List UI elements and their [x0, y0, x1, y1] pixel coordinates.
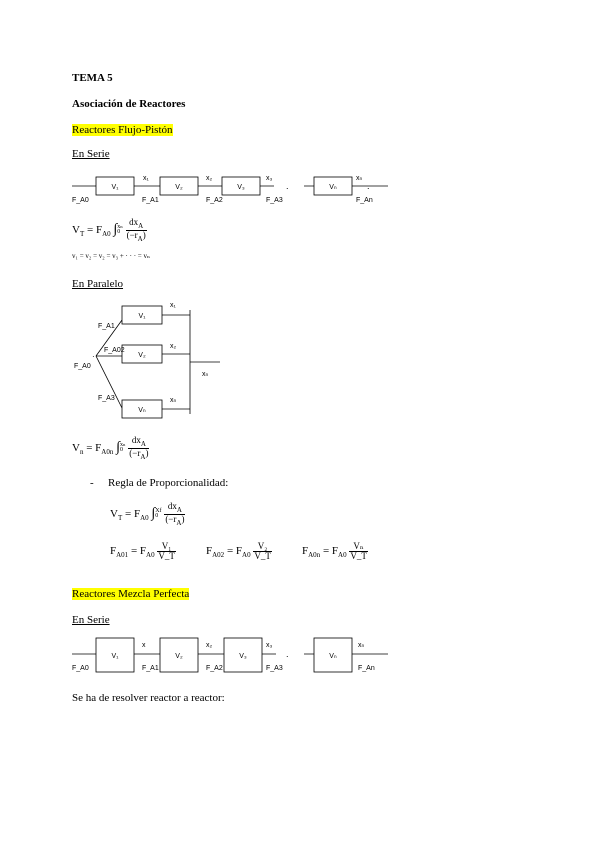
pfr-serie-f-label: F_A1 — [142, 197, 159, 204]
cstr-serie-box-label: V₂ — [175, 653, 183, 660]
pfr-serie-box-label: V₃ — [237, 184, 245, 191]
ratio-equation-2: $F_{A02} = F_{A0}$ $\frac{\text{V₂}}{V\_T}$ — [206, 541, 271, 561]
cstr-serie-x-label: x — [142, 642, 146, 649]
ratio-equation-1: $F_{A01} = F_{A0}$ $\frac{\text{V₁}}{V\_T}$ — [110, 541, 175, 561]
bullet-text: Regla de Proporcionalidad: — [108, 477, 229, 489]
cstr-series-diagram — [70, 634, 390, 678]
pfr-par-x-label: xₙ — [170, 397, 177, 404]
cstr-serie-f-label: F_A0 — [72, 665, 89, 672]
pfr-par-x-label: x₁ — [170, 302, 176, 309]
pfr-serie-x-label: x₃ — [266, 175, 273, 182]
pfr-serie-f-label: F_A2 — [206, 197, 223, 204]
pfr-series-diagram — [70, 170, 390, 206]
pfr-par-box-label: V₁ — [138, 313, 146, 320]
pfr-parallel-dots: · — [92, 352, 95, 361]
equation-vn: $V_n = F_{A0n}$ ∫ xₙ 0 $\frac{dx_A}{(-r_A)}$ — [72, 435, 149, 461]
cstr-serie-x-label: xₙ — [358, 642, 365, 649]
cstr-serie-f-label: F_A3 — [266, 665, 283, 672]
pfr-serie-f-label: F_A3 — [266, 197, 283, 204]
equation-vt: $V_T = F_{A0}$ ∫ xₙ 0 $\frac{dx_A}{(-r_A)}$ — [72, 217, 146, 243]
pfr-serie-box-label: Vₙ — [329, 184, 337, 191]
cstr-serie-box-label: V₃ — [239, 653, 247, 660]
section-heading-pfr: Reactores Flujo-Pistón — [72, 124, 173, 136]
ratio-equation-3: $F_{A0n} = F_{A0}$ $\frac{\text{Vₙ}}{V\_T}$ — [302, 541, 367, 561]
closing-text: Se ha de resolver reactor a reactor: — [72, 692, 225, 704]
bullet-mark: - — [90, 477, 94, 489]
page-subtitle: Asociación de Reactores — [72, 98, 186, 110]
pfr-par-box-label: Vₙ — [138, 407, 146, 414]
equation-vt-2: $V_T = F_{A0}$ ∫ Xf 0 $\frac{dx_A}{(-r_A)}$ — [110, 501, 185, 527]
pfr-par-x-out: xₙ — [202, 371, 209, 378]
pfr-serie-box-label: V₂ — [175, 184, 183, 191]
pfr-parallel-diagram — [70, 296, 230, 422]
pfr-serie-dots: . — [286, 181, 289, 191]
cstr-serie-f-label: F_A1 — [142, 665, 159, 672]
volume-sum-line: v₁ = v₂ = v₂ = v₃ + · · · = vₙ — [72, 252, 151, 260]
cstr-serie-x-label: x₂ — [206, 642, 213, 649]
pfr-serie-x-label: x₂ — [206, 175, 213, 182]
pfr-par-f-label: F_A1 — [98, 323, 115, 330]
cstr-serie-box-label: Vₙ — [329, 653, 337, 660]
subheading-pfr-paralelo: En Paralelo — [72, 278, 124, 290]
page-title: TEMA 5 — [72, 72, 113, 84]
pfr-serie-f-label: F_An — [356, 197, 373, 204]
pfr-par-x-label: x₂ — [170, 343, 177, 350]
subheading-pfr-serie: En Serie — [72, 148, 110, 160]
pfr-par-f-label: F_A3 — [98, 395, 115, 402]
cstr-serie-f-label: F_A2 — [206, 665, 223, 672]
pfr-serie-x-label: x₁ — [143, 175, 149, 182]
pfr-serie-f-label: F_A0 — [72, 197, 89, 204]
cstr-serie-x-label: x₃ — [266, 642, 273, 649]
pfr-serie-x-label: xₙ — [356, 175, 363, 182]
pfr-serie-dots: . — [367, 181, 370, 191]
cstr-serie-f-label: F_An — [358, 665, 375, 672]
pfr-par-f-in: F_A0 — [74, 363, 91, 370]
subheading-cstr-serie: En Serie — [72, 614, 110, 626]
section-heading-cstr: Reactores Mezcla Perfecta — [72, 588, 190, 600]
pfr-par-box-label: V₂ — [138, 352, 146, 359]
pfr-serie-box-label: V₁ — [111, 184, 119, 191]
pfr-par-f-label: F_A02 — [104, 347, 125, 354]
cstr-serie-box-label: V₁ — [111, 653, 119, 660]
cstr-serie-dots: . — [286, 649, 289, 659]
